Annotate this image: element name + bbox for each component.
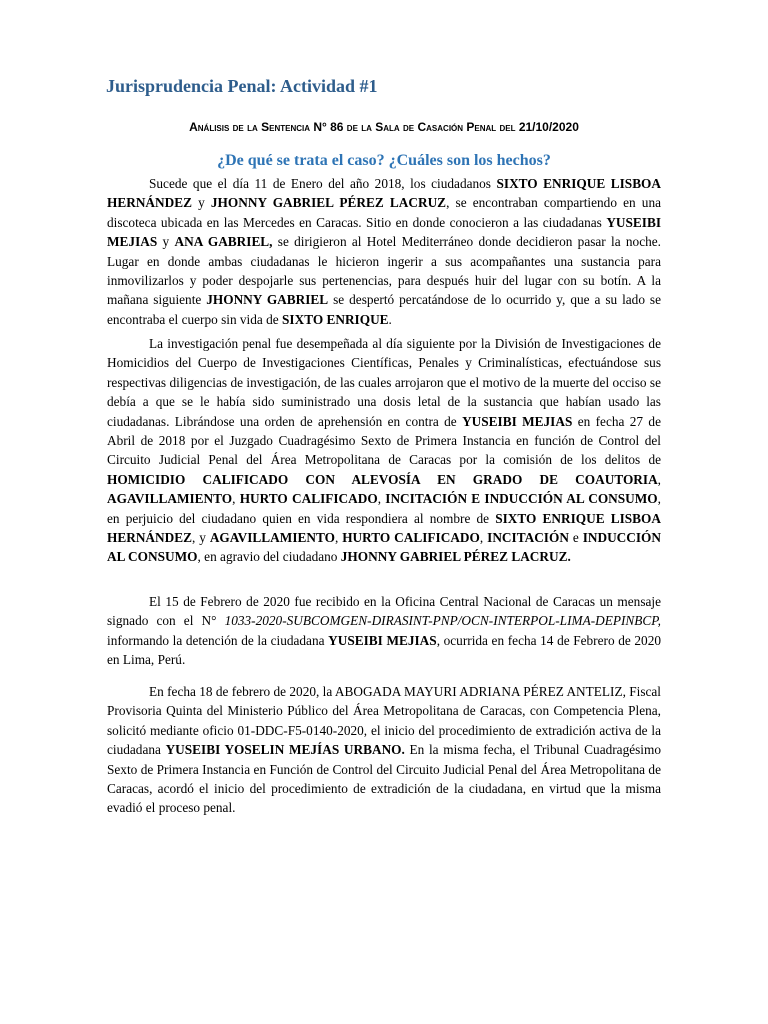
bold-text-run: AGAVILLAMIENTO bbox=[107, 491, 233, 507]
paragraph-hechos bbox=[107, 174, 661, 329]
bold-text-run: SIXTO ENRIQUE bbox=[282, 311, 389, 327]
text-run: informando la detención de la ciudadana bbox=[107, 632, 329, 648]
text-run: , bbox=[377, 491, 386, 507]
bold-text-run: YUSEIBI YOSELIN MEJÍAS URBANO. bbox=[165, 742, 405, 758]
text-run: y bbox=[191, 195, 211, 211]
bold-text-run: HURTO CALIFICADO bbox=[239, 491, 378, 507]
text-run: , se encontraban compartiendo en una discoteca ubicada en las Mercedes en Caracas. Sitio en donde conocieron a las ciudadanas bbox=[107, 195, 661, 230]
bold-text-run: AGAVILLAMIENTO bbox=[209, 530, 335, 546]
section-question-heading: ¿De qué se trata el caso? ¿Cuáles son los hechos? bbox=[217, 152, 551, 169]
text-run: , bbox=[334, 530, 343, 546]
bold-text-run: SIXTO ENRIQUE LISBOA HERNÁNDEZ bbox=[107, 510, 661, 546]
document-subtitle: Análisis de la Sentencia N° 86 de la Sala de Casación Penal del 21/10/2020 bbox=[189, 120, 579, 134]
text-run: , bbox=[479, 530, 488, 546]
bold-text-run: INDUCCIÓN AL CONSUMO bbox=[107, 530, 661, 565]
bold-text-run: YUSEIBI MEJIAS bbox=[107, 214, 661, 250]
document-title: Jurisprudencia Penal: Actividad #1 bbox=[106, 76, 378, 96]
text-run: en fecha 27 de Abril de 2018 por el Juzgado Cuadragésimo Sexto de Primera Instancia en función de Control del Circuito Judicial Penal del Área Metropolitana de Caracas por la comisión de los delitos de bbox=[107, 413, 661, 468]
bold-text-run: JHONNY GABRIEL bbox=[206, 292, 329, 308]
text-run: . bbox=[388, 311, 392, 327]
bold-text-run: YUSEIBI MEJIAS bbox=[328, 632, 437, 648]
bold-text-run: ANA GABRIEL, bbox=[174, 234, 273, 250]
bold-text-run: SIXTO ENRIQUE LISBOA HERNÁNDEZ bbox=[107, 176, 662, 211]
paragraph-investigacion bbox=[107, 334, 661, 567]
bold-text-run: INCITACIÓN E INDUCCIÓN AL CONSUMO bbox=[385, 491, 658, 507]
text-run: En la misma fecha, el Tribunal Cuadragésimo Sexto de Primera Instancia en Función de Control del Circuito Judicial Penal del Área Metropolitana de Caracas, acordó el inicio del procedimiento de extradición de la ciudadana, en virtud que la misma evadió el proceso penal. bbox=[107, 742, 661, 816]
text-run: , y bbox=[191, 530, 210, 546]
bold-text-run: INCITACIÓN bbox=[487, 530, 569, 546]
bold-text-run: YUSEIBI MEJIAS bbox=[462, 413, 573, 429]
text-run: El 15 de Febrero de 2020 fue recibido en la Oficina Central Nacional de Caracas un mensaje signado con el N° bbox=[107, 594, 661, 629]
text-run: , bbox=[232, 491, 240, 507]
text-run: , bbox=[657, 471, 661, 487]
text-run: se dirigieron al Hotel Mediterráneo donde decidieron pasar la noche. Lugar en donde ambas ciudadanas le hicieron ingerir a sus acompañantes una sustancia para inmovilizarlos y poder despojarle sus pertenencias, para después huir del lugar con su botín. A la mañana siguiente bbox=[107, 234, 661, 308]
text-run: y bbox=[157, 234, 175, 250]
text-run: , ocurrida en fecha 14 de Febrero de 2020 en Lima, Perú. bbox=[107, 632, 661, 668]
paragraph-extradicion bbox=[107, 682, 661, 818]
bold-text-run: JHONNY GABRIEL PÉREZ LACRUZ. bbox=[340, 549, 571, 565]
text-run: Sucede que el día 11 de Enero del año 2018, los ciudadanos bbox=[149, 176, 497, 191]
bold-text-run: JHONNY GABRIEL PÉREZ LACRUZ bbox=[210, 195, 447, 211]
text-run: En fecha 18 de febrero de 2020, la ABOGADA MAYURI ADRIANA PÉREZ ANTELIZ, Fiscal Provisoria Quinta del Ministerio Público del Área Metropolitana de Caracas, con Competencia Plena, solicitó mediante oficio 01-DDC-F5-0140-2020, el inicio del procedimiento de extradición activa de la ciudadana bbox=[107, 684, 661, 758]
bold-text-run: HURTO CALIFICADO bbox=[342, 530, 480, 546]
text-run: se despertó percatándose de lo ocurrido y, que a su lado se encontraba el cuerpo sin vida de bbox=[107, 292, 662, 327]
text-run: , en agravio del ciudadano bbox=[197, 549, 341, 565]
text-run: La investigación penal fue desempeñada al día siguiente por la División de Investigaciones de Homicidios del Cuerpo de Investigaciones Científicas, Penales y Criminalísticas, efectuándose sus respectivas diligencias de investigación, de las cuales arrojaron que el motivo de la muerte del occiso se debía a que se le había sido suministrado una dosis letal de la sustancia que habían usado las ciudadanas. Librándose una orden de aprehensión en contra de bbox=[107, 336, 661, 429]
italic-text-run: 1033-2020-SUBCOMGEN-DIRASINT-PNP/OCN-INTERPOL-LIMA-DEPINBCP, bbox=[224, 613, 661, 629]
text-run: , en perjuicio del ciudadano quien en vida respondiera al nombre de bbox=[107, 491, 661, 526]
text-run: e bbox=[568, 530, 583, 546]
paragraph-detencion bbox=[107, 592, 661, 670]
bold-text-run: HOMICIDIO CALIFICADO CON ALEVOSÍA EN GRADO DE COAUTORIA bbox=[107, 471, 658, 487]
